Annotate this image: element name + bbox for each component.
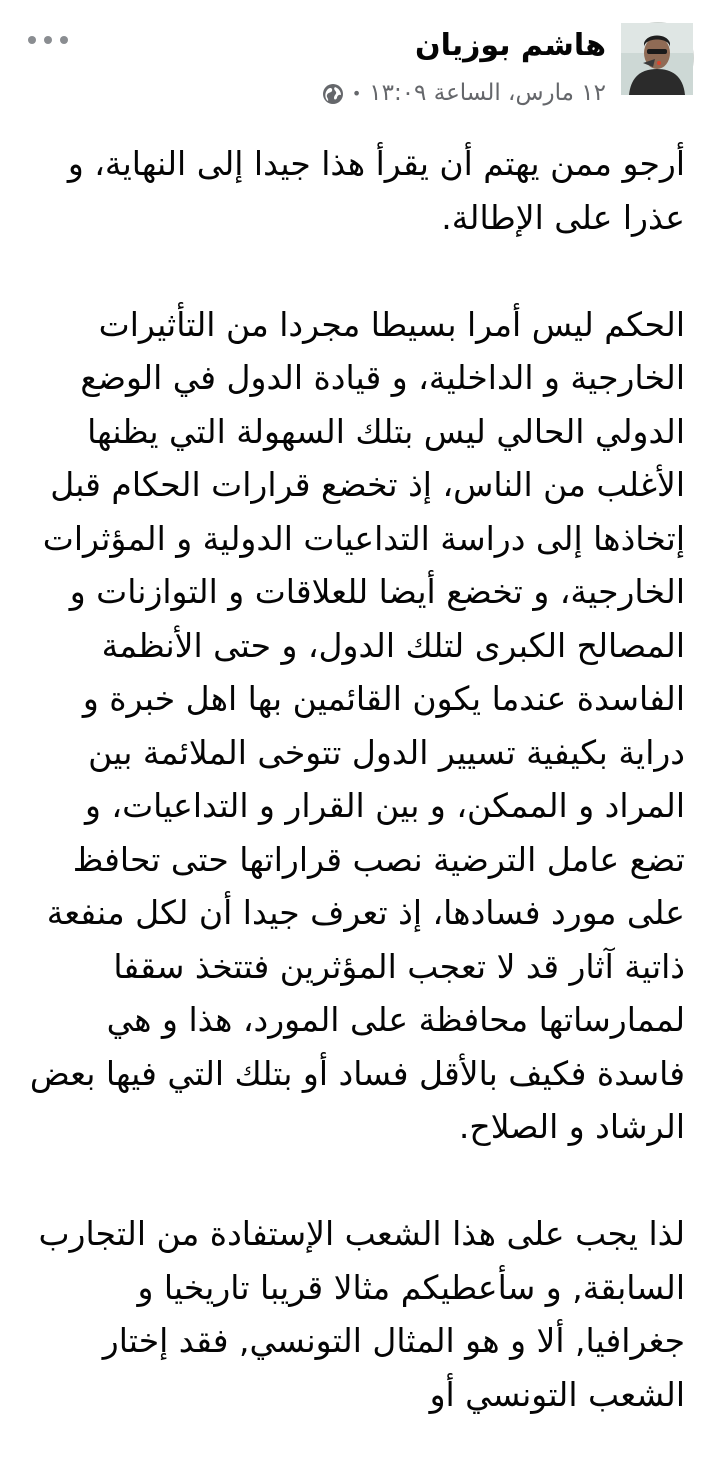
meta-separator: • <box>351 84 362 104</box>
post-paragraph: لذا يجب على هذا الشعب الإستفادة من التجارب السابقة, و سأعطيكم مثالا قريبا تاريخيا و جغرافيا, ألا و هو المثال التونسي, فقد إختار الشعب التونسي أو <box>38 1214 685 1414</box>
post-paragraph: الحكم ليس أمرا بسيطا مجردا من التأثيرات الخارجية و الداخلية، و قيادة الدول في الوضع الدولي الحالي ليس بتلك السهولة التي يظنها الأغلب من الناس، إذ تخضع قرارات الحكام قبل إتخاذها إلى دراسة التداعيات الدولية و المؤثرات الخارجية، و تخضع أيضا للعلاقات و التوازنات و المصالح الكبرى لتلك الدول، و حتى الأنظمة الفاسدة عندما يكون القائمين بها اهل خبرة و دراية بكيفية تسيير الدول تتوخى الملائمة بين المراد و الممكن، و بين القرار و التداعيات، و تضع عامل الترضية نصب قراراتها حتى تحافظ على مورد فسادها، إذ تعرف جيدا أن لكل منفعة ذاتية آثار قد لا تعجب المؤثرين فتتخذ سقفا لممارساتها محافظة على المورد، هذا و هي فاسدة فكيف بالأقل فساد أو بتلك التي فيها بعض الرشاد و الصلاح. <box>29 304 685 1146</box>
more-horizontal-icon <box>28 36 36 44</box>
post-meta <box>322 80 606 108</box>
post-paragraph: أرجو ممن يهتم أن يقرأ هذا جيدا إلى النهاية، و عذرا على الإطالة. <box>67 144 685 237</box>
more-horizontal-icon <box>44 36 52 44</box>
avatar-image <box>621 23 693 95</box>
post-timestamp[interactable]: ١٢ مارس، الساعة ١٣:٠٩ <box>369 80 606 106</box>
avatar[interactable] <box>622 22 694 94</box>
globe-icon[interactable] <box>322 83 344 105</box>
more-horizontal-icon <box>60 36 68 44</box>
post-header <box>0 14 719 114</box>
post-body <box>22 137 685 1475</box>
author-name[interactable]: هاشم بوزيان <box>414 28 606 63</box>
more-options-button[interactable] <box>28 28 68 52</box>
